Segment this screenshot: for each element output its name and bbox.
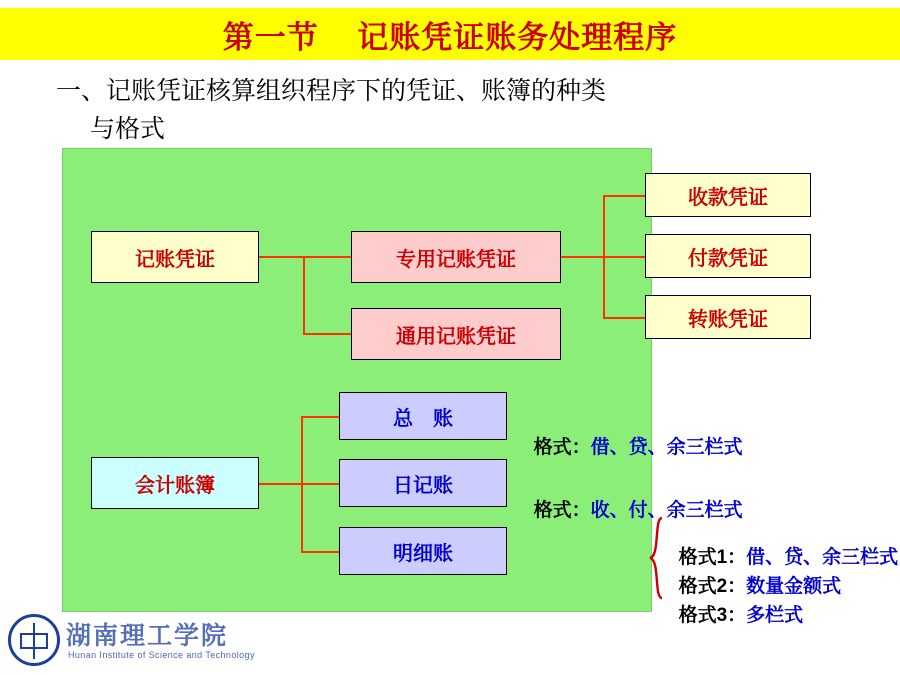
logo-name-en: Hunan Institute of Science and Technology <box>68 650 255 660</box>
connector-to-general-voucher <box>303 333 351 335</box>
node-ledger-root-label: 会计账簿 <box>135 474 215 497</box>
connector-to-journal <box>301 483 339 485</box>
node-general-ledger-label: 总 账 <box>393 407 453 430</box>
node-receipt-voucher-label: 收款凭证 <box>688 186 768 209</box>
connector-special-to-junction <box>561 256 605 258</box>
connector-to-general-ledger <box>301 416 339 418</box>
node-voucher-root-label: 记账凭证 <box>135 248 215 271</box>
slide-title-banner <box>0 8 900 60</box>
format-journal-label: 格式： <box>533 500 591 521</box>
node-general-voucher-label: 通用记账凭证 <box>396 325 516 348</box>
format-subsidiary-3-value: 多栏式 <box>746 605 804 626</box>
node-journal[interactable] <box>339 459 507 507</box>
node-payment-voucher-label: 付款凭证 <box>688 247 768 270</box>
format-subsidiary-3 <box>668 578 803 627</box>
subtitle-line-1: 一、记账凭证核算组织程序下的凭证、账簿的种类 <box>56 77 607 105</box>
format-subsidiary-2-value: 数量金额式 <box>746 576 842 597</box>
format-journal-value: 收、付、余三栏式 <box>590 500 743 521</box>
node-general-ledger[interactable] <box>339 392 507 440</box>
connector-ledger-root <box>259 483 303 485</box>
node-receipt-voucher[interactable] <box>645 173 811 217</box>
format-subsidiary-1-label: 格式1： <box>678 547 747 568</box>
subtitle <box>56 72 866 148</box>
connector-to-special-voucher <box>303 256 351 258</box>
format-journal <box>523 473 743 522</box>
page-title: 第一节 记账凭证账务处理程序 <box>222 19 678 55</box>
node-ledger-root[interactable] <box>91 457 259 509</box>
subtitle-line-2: 与格式 <box>90 115 166 143</box>
logo-name-cn: 湖南理工学院 <box>66 622 229 650</box>
format-general-ledger <box>523 410 743 459</box>
format-general-ledger-value: 借、贷、余三栏式 <box>590 437 743 458</box>
node-transfer-voucher[interactable] <box>645 295 811 339</box>
format-subsidiary-1-value: 借、贷、余三栏式 <box>746 547 899 568</box>
node-special-voucher-label: 专用记账凭证 <box>396 248 516 271</box>
university-seal-icon <box>8 614 60 666</box>
node-general-voucher[interactable] <box>351 308 561 360</box>
node-subsidiary-ledger[interactable] <box>339 527 507 575</box>
connector-voucher-root <box>259 256 305 258</box>
node-payment-voucher[interactable] <box>645 234 811 278</box>
node-journal-label: 日记账 <box>393 474 453 497</box>
connector-to-transfer-voucher <box>603 317 645 319</box>
node-voucher-root[interactable] <box>91 231 259 283</box>
connector-voucher-split <box>303 256 305 334</box>
node-special-voucher[interactable] <box>351 231 561 283</box>
brace-icon <box>648 516 664 600</box>
connector-to-subsidiary-ledger <box>301 551 339 553</box>
institution-logo <box>4 612 304 670</box>
node-transfer-voucher-label: 转账凭证 <box>688 308 768 331</box>
connector-to-receipt-voucher <box>603 195 645 197</box>
connector-to-payment-voucher <box>603 256 645 258</box>
format-subsidiary-2-label: 格式2： <box>678 576 747 597</box>
format-general-ledger-label: 格式： <box>533 437 591 458</box>
node-subsidiary-ledger-label: 明细账 <box>393 542 453 565</box>
format-subsidiary-3-label: 格式3： <box>678 605 747 626</box>
